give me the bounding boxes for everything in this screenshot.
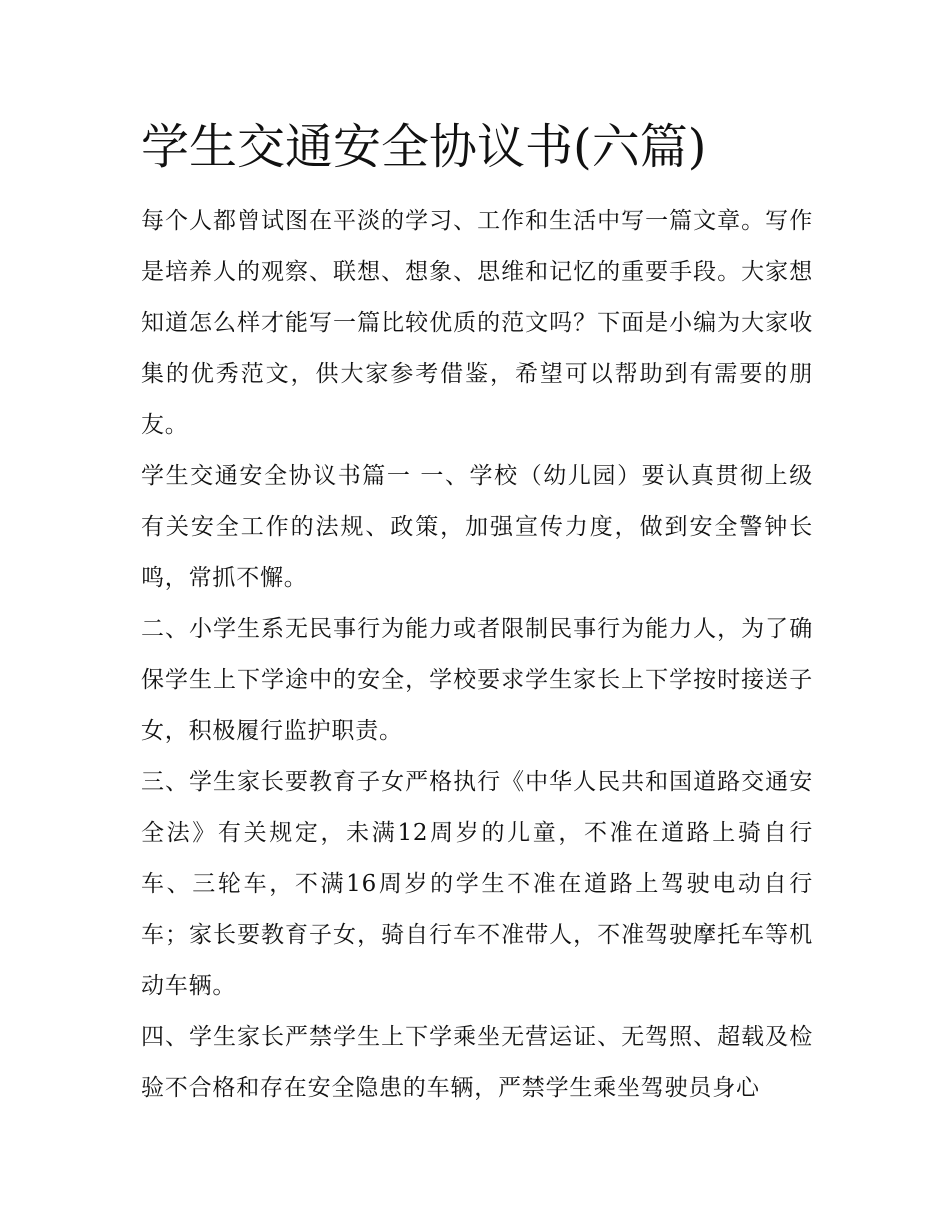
agreement-paragraph-1: 学生交通安全协议书篇一 一、学校（幼儿园）要认真贯彻上级有关安全工作的法规、政策，加强宣传力度，做到安全警钟长鸣，常抓不懈。 [141,463,813,591]
document-title: 学生交通安全协议书(六篇) [141,119,707,175]
agreement-paragraph-4: 四、学生家长严禁学生上下学乘坐无营运证、无驾照、超载及检验不合格和存在安全隐患的车辆，严禁学生乘坐驾驶员身心 [141,1024,813,1101]
document-body [141,112,813,1114]
agreement-paragraph-2: 二、小学生系无民事行为能力或者限制民事行为能力人，为了确保学生上下学途中的安全，学校要求学生家长上下学按时接送子女，积极履行监护职责。 [141,616,813,744]
intro-paragraph: 每个人都曾试图在平淡的学习、工作和生活中写一篇文章。写作是培养人的观察、联想、想象、思维和记忆的重要手段。大家想知道怎么样才能写一篇比较优质的范文吗？下面是小编为大家收集的优秀范文，供大家参考借鉴，希望可以帮助到有需要的朋友。 [141,208,813,438]
agreement-paragraph-3: 三、学生家长要教育子女严格执行《中华人民共和国道路交通安全法》有关规定，未满12周岁的儿童，不准在道路上骑自行车、三轮车，不满16周岁的学生不准在道路上驾驶电动自行车；家长要教育子女，骑自行车不准带人，不准驾驶摩托车等机动车辆。 [141,769,813,999]
